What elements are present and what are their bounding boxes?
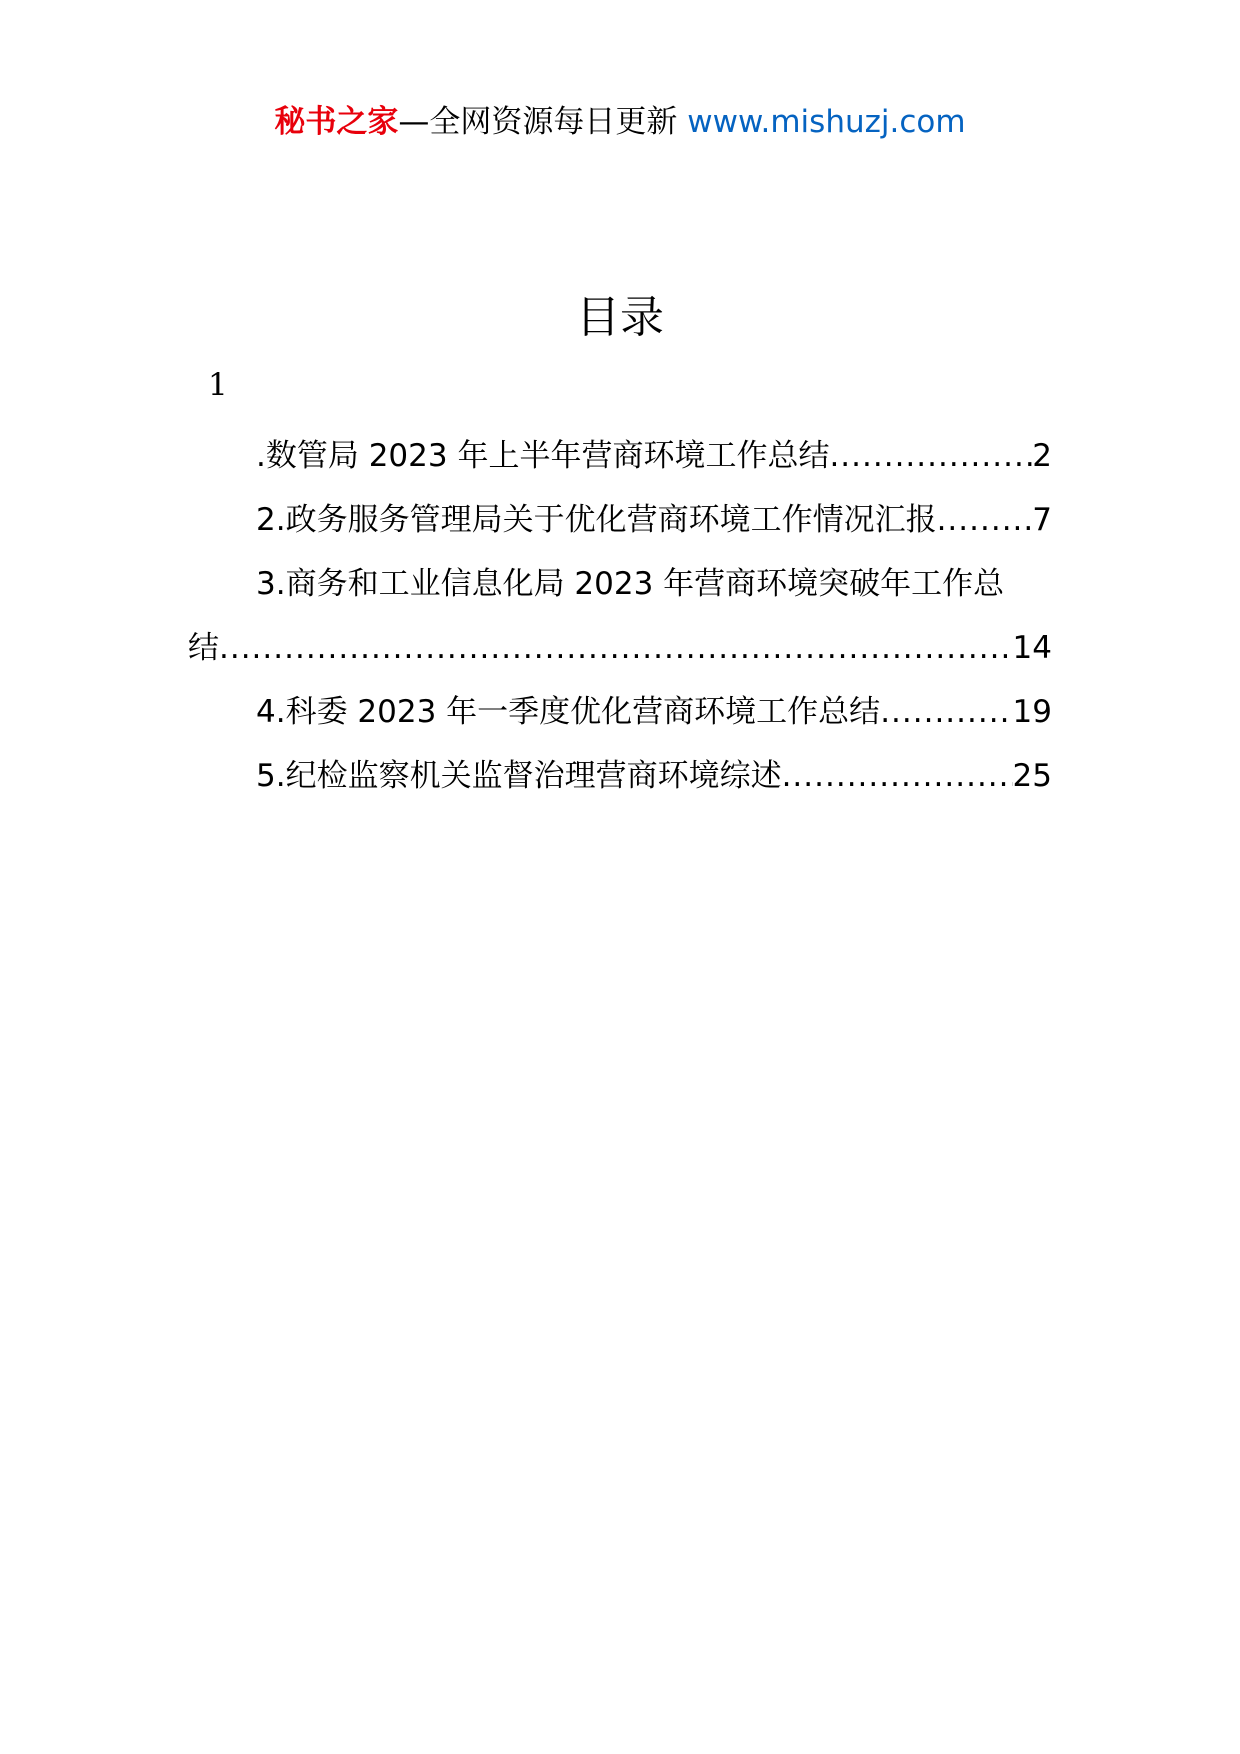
toc-entry-text: .数管局 2023 年上半年营商环境工作总结	[256, 438, 830, 474]
brand-name: 秘书之家	[274, 104, 399, 140]
toc-entry-page: 7	[1032, 502, 1052, 538]
toc-entry-3[interactable]	[188, 616, 1052, 680]
toc-entry-text: 2.政务服务管理局关于优化营商环境工作情况汇报	[256, 502, 937, 538]
toc-entry-5[interactable]	[188, 744, 1052, 808]
toc-entry-page: 2	[1032, 438, 1052, 474]
toc-entry-text: 5.纪检监察机关监督治理营商环境综述	[256, 758, 782, 794]
toc-entry-4[interactable]	[188, 680, 1052, 744]
toc-entry-3-line-1[interactable]: 3.商务和工业信息化局 2023 年营商环境突破年工作总	[256, 566, 1005, 602]
toc-leader-dots	[880, 680, 1012, 744]
toc-leader-dots	[829, 424, 1032, 488]
toc-leader-dots	[219, 616, 1013, 680]
site-header	[0, 102, 1240, 142]
toc-entry-page: 14	[1012, 630, 1052, 666]
toc-entry-text: 4.科委 2023 年一季度优化营商环境工作总结	[256, 694, 881, 730]
toc-entry-1[interactable]	[188, 424, 1052, 488]
toc-leader-dots	[782, 744, 1013, 808]
page-title: 目录	[576, 292, 664, 343]
site-url-link[interactable]: www.mishuzj.com	[687, 104, 966, 140]
table-of-contents	[188, 424, 1052, 808]
toc-entry-page: 25	[1012, 758, 1052, 794]
toc-entry-page: 19	[1012, 694, 1052, 730]
slogan: —全网资源每日更新	[398, 104, 678, 140]
toc-leader-dots	[937, 488, 1033, 552]
toc-entry-text: 结	[188, 630, 219, 666]
page-number: 1	[208, 367, 228, 403]
toc-entry-2[interactable]	[188, 488, 1052, 552]
